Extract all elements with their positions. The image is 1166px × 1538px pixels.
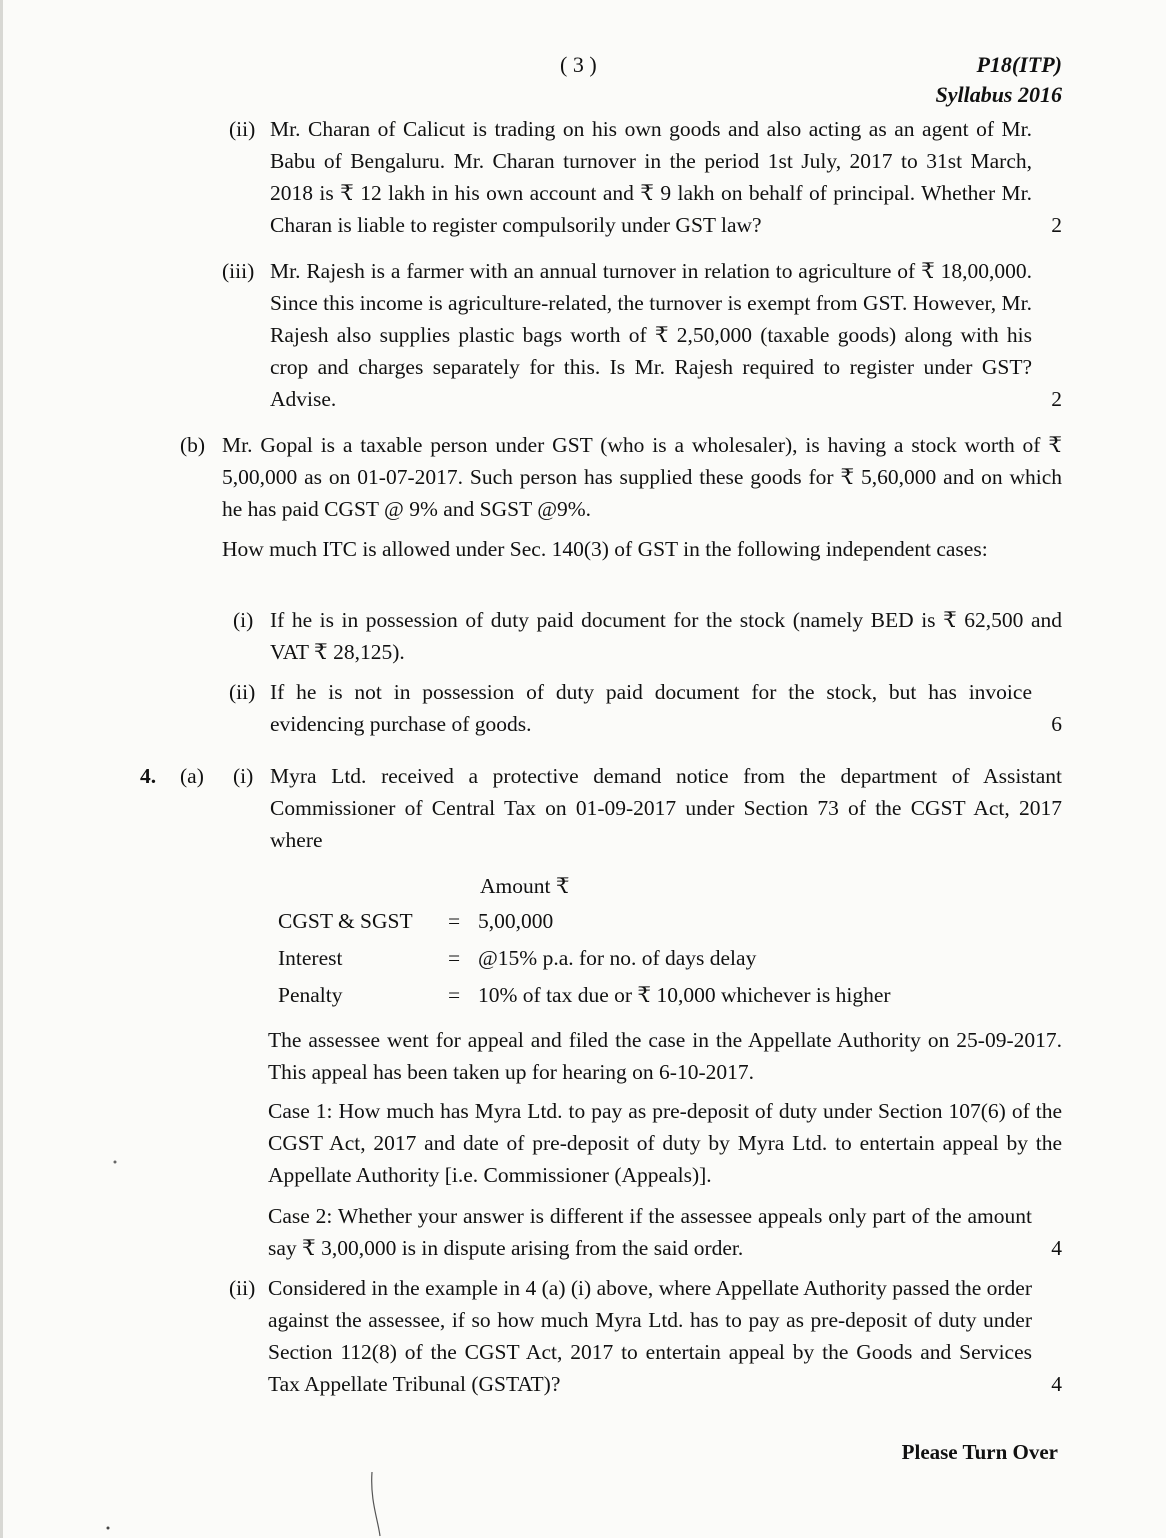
table-item: Interest <box>278 946 343 970</box>
q4a-i-case2-block <box>268 1200 1062 1264</box>
speck <box>114 1161 117 1164</box>
q3b-marks: 6 <box>1051 712 1062 736</box>
table-row <box>278 940 1058 977</box>
q4-number: 4. <box>140 764 157 788</box>
q4-part-label: (a) <box>180 764 204 788</box>
q3b-case-ii-block <box>270 676 1062 740</box>
q3b-case-ii-label: (ii) <box>229 680 256 704</box>
syllabus-label: Syllabus 2016 <box>935 82 1062 107</box>
q4a-i-case2: Case 2: Whether your answer is different if the assessee appeals only part of the amount say ₹ 3,00,000 is in dispute arising from the said order. <box>268 1204 1032 1260</box>
table-eq: = <box>448 909 461 933</box>
paper-header <box>935 50 1062 110</box>
q3a-iii-marks: 2 <box>1051 387 1062 411</box>
q4a-i-text: Myra Ltd. received a protective demand notice from the department of Assistant Commissioner of Central Tax on 01-09-2017 under Section 73 of the CGST Act, 2017 where <box>270 764 1062 852</box>
table-item: CGST & SGST <box>278 909 413 933</box>
q4a-i-label: (i) <box>233 764 254 788</box>
paper-code: P18(ITP) <box>976 52 1062 77</box>
q4a-ii-marks: 4 <box>1051 1372 1062 1396</box>
q3b-case-i-label: (i) <box>233 608 254 632</box>
please-turn-over: Please Turn Over <box>901 1440 1058 1464</box>
speck <box>107 1527 110 1530</box>
q3a-ii-text: Mr. Charan of Calicut is trading on his own goods and also acting as an agent of Mr. Babu of Bengaluru. Mr. Charan turnover in the period 1st July, 2017 to 31st March, 2018 is ₹ 12 lakh in his own account and ₹ 9 lakh on behalf of principal. Whether Mr. Charan is liable to register compulsorily under GST law? <box>270 117 1032 237</box>
amount-header: Amount ₹ <box>480 874 570 898</box>
q4a-i-marks: 4 <box>1051 1236 1062 1260</box>
table-eq: = <box>448 983 461 1007</box>
q3b-case-i-text: If he is in possession of duty paid document for the stock (namely BED is ₹ 62,500 and VAT ₹ 28,125). <box>270 608 1062 664</box>
q3a-iii-label: (iii) <box>222 259 255 283</box>
q3a-ii-label: (ii) <box>229 117 256 141</box>
q3a-ii-marks: 2 <box>1051 213 1062 237</box>
q4a-ii-text: Considered in the example in 4 (a) (i) above, where Appellate Authority passed the order against the assessee, if so how much Myra Ltd. has to pay as pre-deposit of duty under Section 112(8) of the CGST Act, 2017 to entertain appeal by the Goods and Services Tax Appellate Tribunal (GSTAT)? <box>268 1276 1032 1396</box>
table-item: Penalty <box>278 983 343 1007</box>
table-value: 10% of tax due or ₹ 10,000 whichever is higher <box>478 983 891 1007</box>
table-value: @15% p.a. for no. of days delay <box>478 946 757 970</box>
q4a-ii-label: (ii) <box>229 1276 256 1300</box>
table-value: 5,00,000 <box>478 909 554 933</box>
table-eq: = <box>448 946 461 970</box>
page-number: ( 3 ) <box>560 52 597 77</box>
q3b-label: (b) <box>180 433 206 457</box>
q3b-case-ii-text: If he is not in possession of duty paid document for the stock, but has invoice evidencing purchase of goods. <box>270 680 1032 736</box>
q3b-question: How much ITC is allowed under Sec. 140(3) of GST in the following independent cases: <box>222 537 988 561</box>
q4a-i-appeal-text: The assessee went for appeal and filed the case in the Appellate Authority on 25-09-2017. This appeal has been taken up for hearing on 6-10-2017. <box>268 1028 1062 1084</box>
q4a-ii-block <box>268 1272 1062 1400</box>
stray-pen-mark <box>372 1472 380 1536</box>
q3a-iii-text: Mr. Rajesh is a farmer with an annual turnover in relation to agriculture of ₹ 18,00,000. Since this income is agriculture-related, the turnover is exempt from GST. However, Mr. Rajesh also supplies plastic bags worth of ₹ 2,50,000 (taxable goods) along with his crop and charges separately for this. Is Mr. Rajesh required to register under GST? Advise. <box>270 259 1032 411</box>
q3a-iii-block <box>270 255 1062 415</box>
q3b-text: Mr. Gopal is a taxable person under GST (who is a wholesaler), is having a stock worth of ₹ 5,00,000 as on 01-07-2017. Such person has supplied these goods for ₹ 5,60,000 and on which he has paid CGST @ 9% and SGST @9%. <box>222 433 1062 521</box>
demand-table <box>278 903 1058 1014</box>
table-row <box>278 977 1058 1014</box>
q4a-i-case1: Case 1: How much has Myra Ltd. to pay as pre-deposit of duty under Section 107(6) of the CGST Act, 2017 and date of pre-deposit of duty by Myra Ltd. to entertain appeal by the Appellate Authority [i.e. Commissioner (Appeals)]. <box>268 1099 1062 1187</box>
q3a-ii-block <box>270 113 1062 241</box>
table-row <box>278 903 1058 940</box>
